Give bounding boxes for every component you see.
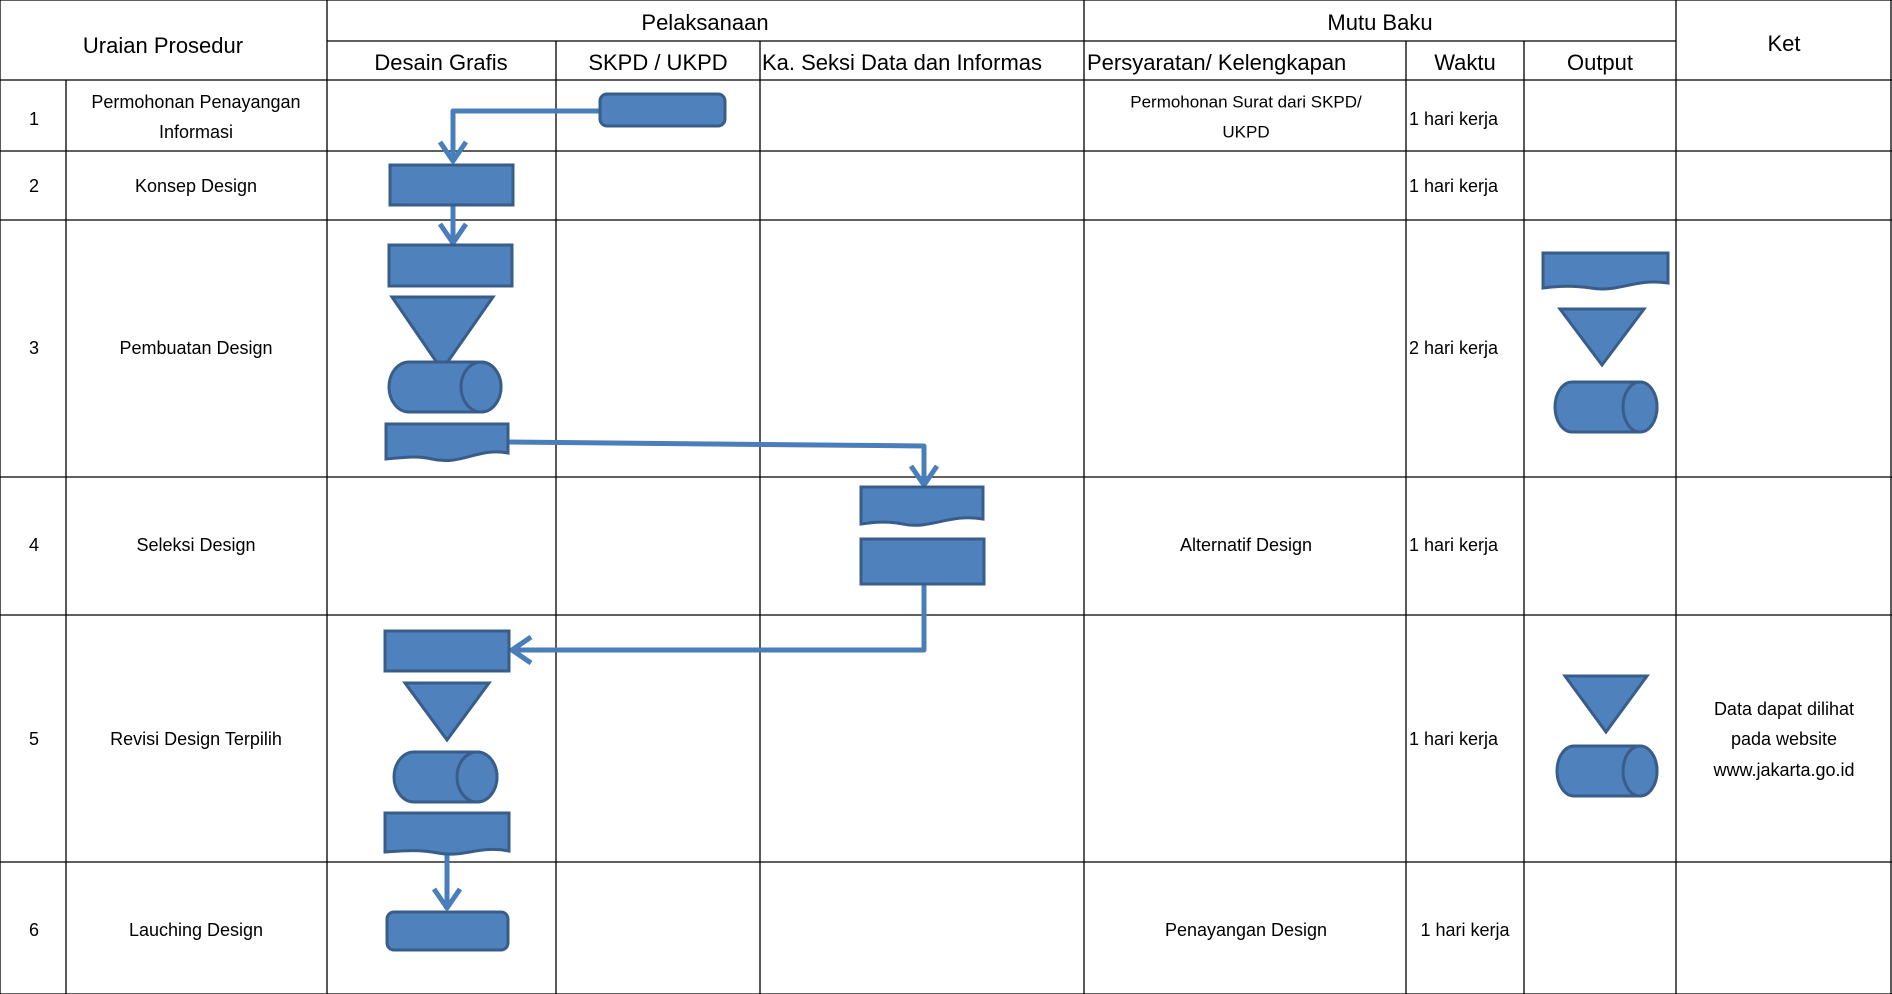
header-ka-seksi: Ka. Seksi Data dan Informas: [762, 49, 1043, 75]
uraian-text: Konsep Design: [134, 175, 258, 196]
table-header: [83, 10, 1801, 75]
ket-text: Data dapat dilihat: [1713, 698, 1855, 719]
table-row: [29, 535, 1499, 555]
row-number: 1: [28, 108, 40, 129]
uraian-text: Seleksi Design: [136, 534, 256, 555]
uraian-text: Pembuatan Design: [119, 337, 273, 358]
waktu-text: 1 hari kerja: [1409, 534, 1499, 555]
header-mutu-baku: Mutu Baku: [1327, 9, 1433, 35]
waktu-text: 1 hari kerja: [1420, 919, 1510, 940]
merge-triangle-shape: [392, 297, 493, 370]
row-number: 3: [28, 337, 40, 358]
process-shape: [389, 245, 512, 286]
uraian-text: Lauching Design: [128, 919, 264, 940]
row-number: 2: [28, 175, 40, 196]
table-row: [29, 338, 1499, 358]
row-number: 5: [28, 728, 40, 749]
row-number: 6: [28, 919, 40, 940]
storage-cylinder-shape: [389, 362, 501, 412]
header-skpd-ukpd: SKPD / UKPD: [588, 49, 728, 75]
persyaratan-text: Alternatif Design: [1179, 534, 1313, 555]
header-uraian-prosedur: Uraian Prosedur: [82, 32, 244, 58]
connector-arrow: [508, 442, 924, 485]
uraian-text: Revisi Design Terpilih: [110, 728, 282, 749]
uraian-text: Informasi: [158, 121, 234, 142]
storage-cylinder-shape: [394, 752, 497, 802]
header-ket: Ket: [1767, 30, 1801, 56]
flow-shapes: [385, 94, 1668, 950]
ket-text: www.jakarta.go.id: [1713, 759, 1855, 780]
header-persyaratan: Persyaratan/ Kelengkapan: [1087, 49, 1347, 75]
header-waktu: Waktu: [1434, 49, 1496, 75]
storage-cylinder-shape: [1557, 746, 1657, 796]
uraian-text: Permohonan Penayangan: [91, 91, 301, 112]
document-shape: [861, 487, 983, 525]
table-row: [29, 920, 1511, 940]
waktu-text: 1 hari kerja: [1409, 175, 1499, 196]
merge-triangle-shape: [405, 683, 489, 740]
document-shape: [1543, 253, 1668, 289]
document-shape: [386, 424, 508, 461]
persyaratan-text: UKPD: [1222, 122, 1270, 142]
waktu-text: 1 hari kerja: [1409, 728, 1499, 749]
merge-triangle-shape: [1560, 309, 1644, 365]
process-shape: [385, 631, 509, 671]
persyaratan-text: Permohonan Surat dari SKPD/: [1130, 92, 1362, 112]
waktu-text: 1 hari kerja: [1409, 108, 1499, 129]
header-output: Output: [1566, 49, 1634, 75]
merge-triangle-shape: [1565, 676, 1647, 732]
storage-cylinder-shape: [1555, 382, 1657, 432]
process-rounded-shape: [387, 912, 508, 950]
ket-text: pada website: [1730, 728, 1838, 749]
header-desain-grafis: Desain Grafis: [374, 49, 508, 75]
header-pelaksanaan: Pelaksanaan: [641, 9, 769, 35]
persyaratan-text: Penayangan Design: [1164, 919, 1328, 940]
connector-arrow: [512, 584, 924, 650]
document-shape: [385, 813, 509, 854]
process-shape: [390, 165, 513, 205]
table-row: [29, 92, 1499, 142]
process-shape: [861, 539, 984, 584]
process-rounded-shape: [600, 94, 725, 126]
connector-arrow: [453, 111, 600, 161]
row-number: 4: [28, 534, 40, 555]
table-row: [29, 176, 1499, 196]
waktu-text: 2 hari kerja: [1409, 337, 1499, 358]
